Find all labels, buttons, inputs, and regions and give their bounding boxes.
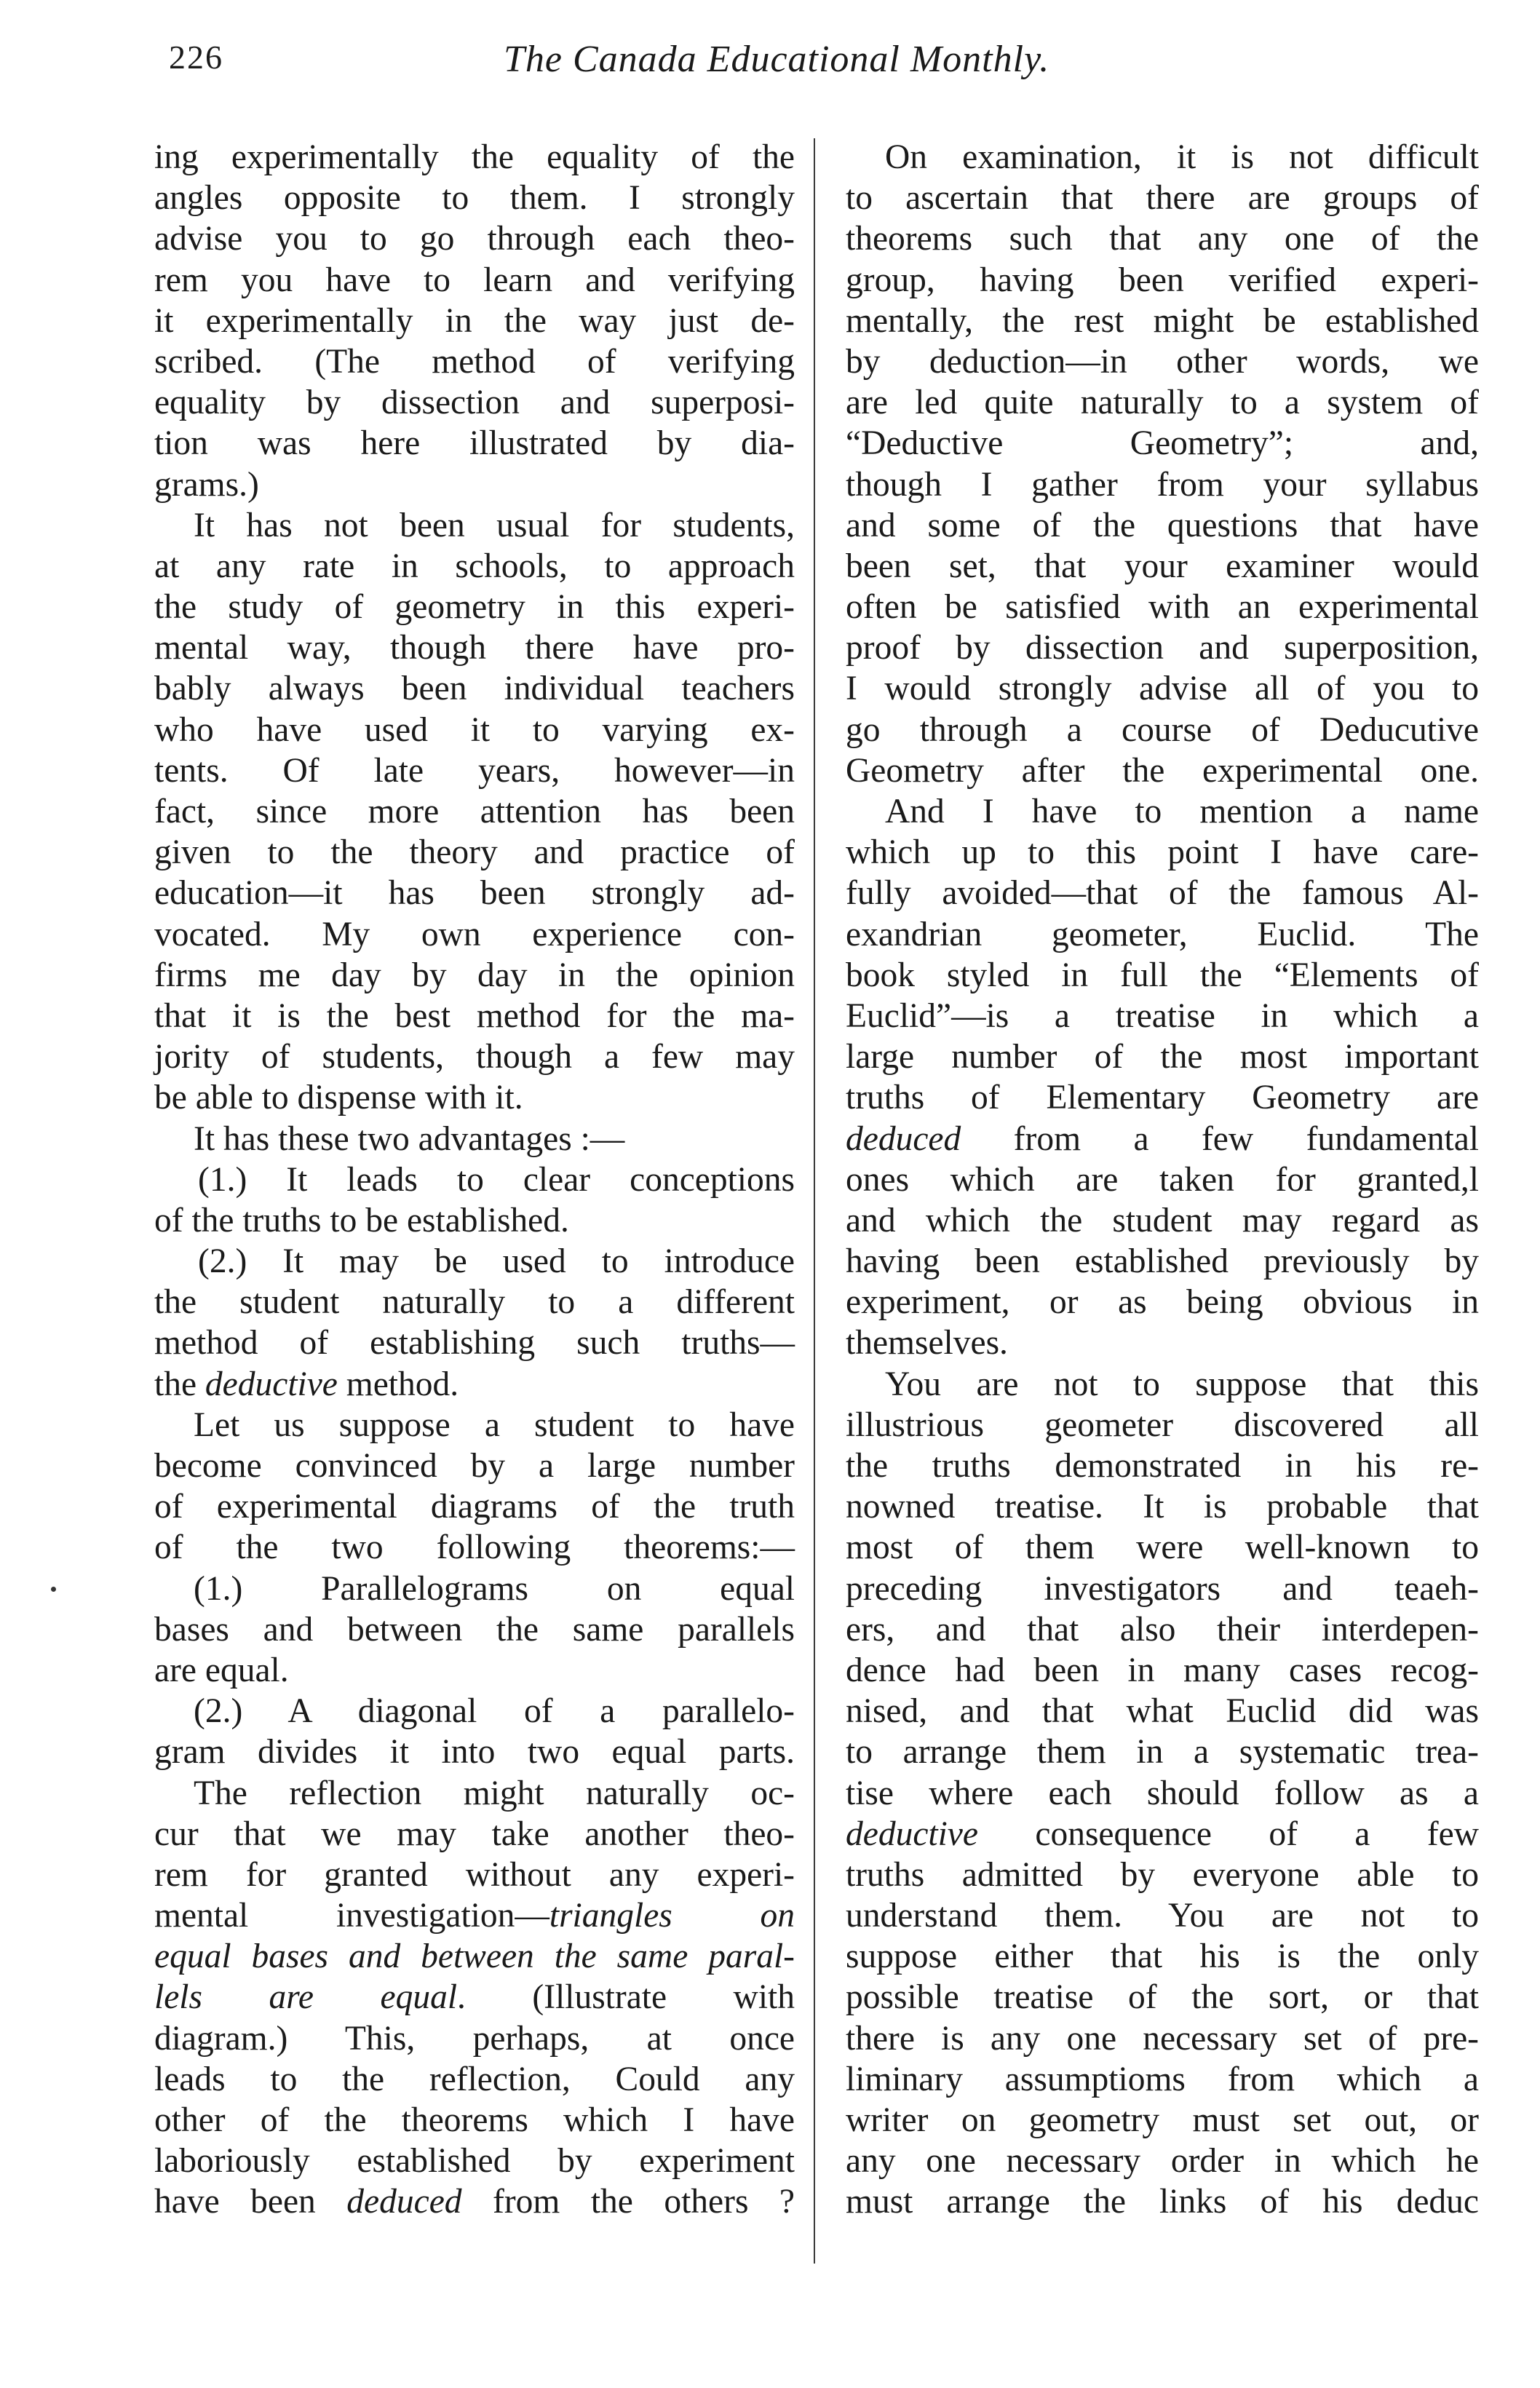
text-line: are led quite naturally to a system of <box>846 384 1479 422</box>
text-line: and which the student may regard as <box>846 1201 1479 1239</box>
text-line: diagram.) This, perhaps, at once <box>154 2019 795 2058</box>
text-line: experiment, or as being obvious in <box>846 1283 1479 1322</box>
text-line: lels are equal. (Illustrate with <box>154 1978 795 2017</box>
text-line: firms me day by day in the opinion <box>154 956 795 994</box>
text-line: which up to this point I have care- <box>846 833 1479 872</box>
text-line: themselves. <box>846 1324 1008 1362</box>
text-line: You are not to suppose that this <box>885 1365 1479 1403</box>
running-title: The Canada Educational Monthly. <box>504 39 1050 80</box>
text-line: to arrange them in a systematic trea- <box>846 1733 1479 1772</box>
text-line: nised, and that what Euclid did was <box>846 1692 1479 1731</box>
text-line: fact, since more attention has been <box>154 793 795 830</box>
text-line: illustrious geometer discovered all <box>846 1405 1479 1444</box>
text-line: of the two following theorems:— <box>154 1528 795 1567</box>
text-line: must arrange the links of his deduc <box>846 2183 1479 2221</box>
text-line: Let us suppose a student to have <box>194 1405 795 1444</box>
text-line: it experimentally in the way just de- <box>154 301 795 340</box>
text-line: who have used it to varying ex- <box>154 710 795 749</box>
text-line: and some of the questions that have <box>846 506 1479 544</box>
italic-phrase: deduced <box>346 2183 462 2221</box>
text-line: most of them were well-known to <box>846 1528 1479 1567</box>
text-line: cur that we may take another theo- <box>154 1814 795 1853</box>
text-line: other of the theorems which I have <box>154 2101 795 2139</box>
italic-phrase: equal bases and between the same paral- <box>154 1937 795 1976</box>
text-line: I would strongly advise all of you to <box>846 670 1479 708</box>
text-line: there is any one necessary set of pre- <box>846 2019 1479 2058</box>
text-line: It has these two advantages :— <box>194 1119 625 1158</box>
text-line: fully avoided—that of the famous Al- <box>846 874 1479 913</box>
text-line: The reflection might naturally oc- <box>194 1774 795 1812</box>
text-line: mentally, the rest might be established <box>846 301 1479 340</box>
text-line: given to the theory and practice of <box>154 833 795 872</box>
text-line: grams.) <box>154 465 259 504</box>
column-divider <box>814 138 815 2264</box>
text-line: possible treatise of the sort, or that <box>846 1978 1479 2017</box>
text-line: often be satisfied with an experimental <box>846 588 1479 627</box>
text-line: (2.) It may be used to introduce <box>198 1242 795 1281</box>
text-line: by deduction—in other words, we <box>846 342 1479 381</box>
italic-phrase: deductive <box>205 1365 338 1403</box>
text-line: suppose either that his is the only <box>846 1937 1479 1976</box>
text-line: though I gather from your syllabus <box>846 465 1479 504</box>
text-line: And I have to mention a name <box>885 793 1479 830</box>
text-line: tise where each should follow as a <box>846 1774 1479 1812</box>
text-line: ers, and that also their interdepen- <box>846 1610 1479 1649</box>
text-line: been set, that your examiner would <box>846 547 1479 585</box>
text-line: rem you have to learn and verifying <box>154 261 795 299</box>
text-line: scribed. (The method of verifying <box>154 342 795 381</box>
text-line: mental way, though there have pro- <box>154 629 795 667</box>
text-line: go through a course of Deducutive <box>846 710 1479 749</box>
text-line: book styled in full the “Elements of <box>846 956 1479 994</box>
text-line: (1.) It leads to clear conceptions <box>198 1160 795 1199</box>
text-line: the study of geometry in this experi- <box>154 588 795 627</box>
text-line: theorems such that any one of the <box>846 220 1479 258</box>
text-line: having been established previously by <box>846 1242 1479 1281</box>
text-line: (2.) A diagonal of a parallelo- <box>194 1692 795 1731</box>
text-line: (1.) Parallelograms on equal <box>194 1569 795 1608</box>
text-line <box>154 1936 795 1977</box>
text-line: the truths demonstrated in his re- <box>846 1447 1479 1485</box>
text-line: Euclid”—is a treatise in which a <box>846 996 1479 1035</box>
text-line: It has not been usual for students, <box>194 506 795 544</box>
text-line: laboriously established by experiment <box>154 2142 795 2181</box>
text-line: gram divides it into two equal parts. <box>154 1733 795 1772</box>
text-line: method of establishing such truths— <box>154 1324 795 1362</box>
text-line: Geometry after the experimental one. <box>846 751 1479 790</box>
text-line: truths of Elementary Geometry are <box>846 1079 1479 1117</box>
text-line: to ascertain that there are groups of <box>846 179 1479 218</box>
right-text-column <box>846 137 1479 2223</box>
text-line: are equal. <box>154 1651 289 1689</box>
text-line: angles opposite to them. I strongly <box>154 179 795 218</box>
text-line: ing experimentally the equality of the <box>154 138 795 176</box>
text-line: ones which are taken for granted,l <box>846 1160 1479 1199</box>
text-line: On examination, it is not difficult <box>885 138 1479 176</box>
page-number: 226 <box>169 39 223 76</box>
text-line: proof by dissection and superposition, <box>846 629 1479 667</box>
text-line: equality by dissection and superposi- <box>154 384 795 422</box>
text-line: leads to the reflection, Could any <box>154 2060 795 2098</box>
text-line: vocated. My own experience con- <box>154 915 795 953</box>
text-line: preceding investigators and teaeh- <box>846 1569 1479 1608</box>
text-line: understand them. You are not to <box>846 1897 1479 1935</box>
italic-phrase: lels are equal <box>154 1978 458 2017</box>
text-line: become convinced by a large number <box>154 1447 795 1485</box>
text-line: mental investigation—triangles on <box>154 1897 795 1935</box>
text-line: truths admitted by everyone able to <box>846 1855 1479 1894</box>
text-line: tents. Of late years, however—in <box>154 751 795 790</box>
italic-phrase: triangles on <box>549 1897 795 1935</box>
ink-speck <box>51 1587 56 1592</box>
text-line: group, having been verified experi- <box>846 261 1479 299</box>
italic-phrase: deduced <box>846 1119 961 1158</box>
text-line: the student naturally to a different <box>154 1283 795 1322</box>
text-line: at any rate in schools, to approach <box>154 547 795 585</box>
left-text-column <box>154 137 795 2223</box>
text-line: the deductive method. <box>154 1365 459 1403</box>
text-line: of the truths to be established. <box>154 1201 569 1239</box>
text-line: writer on geometry must set out, or <box>846 2101 1479 2139</box>
text-line: bases and between the same parallels <box>154 1610 795 1649</box>
text-line: be able to dispense with it. <box>154 1079 523 1117</box>
text-line: deduced from a few fundamental <box>846 1119 1479 1158</box>
text-line: deductive consequence of a few <box>846 1814 1479 1853</box>
text-line: bably always been individual teachers <box>154 670 795 708</box>
text-line: liminary assumptioms from which a <box>846 2060 1479 2098</box>
text-line: that it is the best method for the ma- <box>154 996 795 1035</box>
text-line: large number of the most important <box>846 1038 1479 1076</box>
text-line: have been deduced from the others ? <box>154 2183 795 2221</box>
text-line: of experimental diagrams of the truth <box>154 1488 795 1526</box>
text-line: education—it has been strongly ad- <box>154 874 795 913</box>
text-line: jority of students, though a few may <box>154 1038 795 1076</box>
text-line: “Deductive Geometry”; and, <box>846 424 1479 463</box>
text-line: nowned treatise. It is probable that <box>846 1488 1479 1526</box>
text-line: exandrian geometer, Euclid. The <box>846 915 1479 953</box>
italic-phrase: deductive <box>846 1814 978 1853</box>
text-line: tion was here illustrated by dia- <box>154 424 795 463</box>
page-header <box>169 31 1472 96</box>
text-line: rem for granted without any experi- <box>154 1855 795 1894</box>
text-line: dence had been in many cases recog- <box>846 1651 1479 1689</box>
text-line: any one necessary order in which he <box>846 2142 1479 2181</box>
text-line: advise you to go through each theo- <box>154 220 795 258</box>
